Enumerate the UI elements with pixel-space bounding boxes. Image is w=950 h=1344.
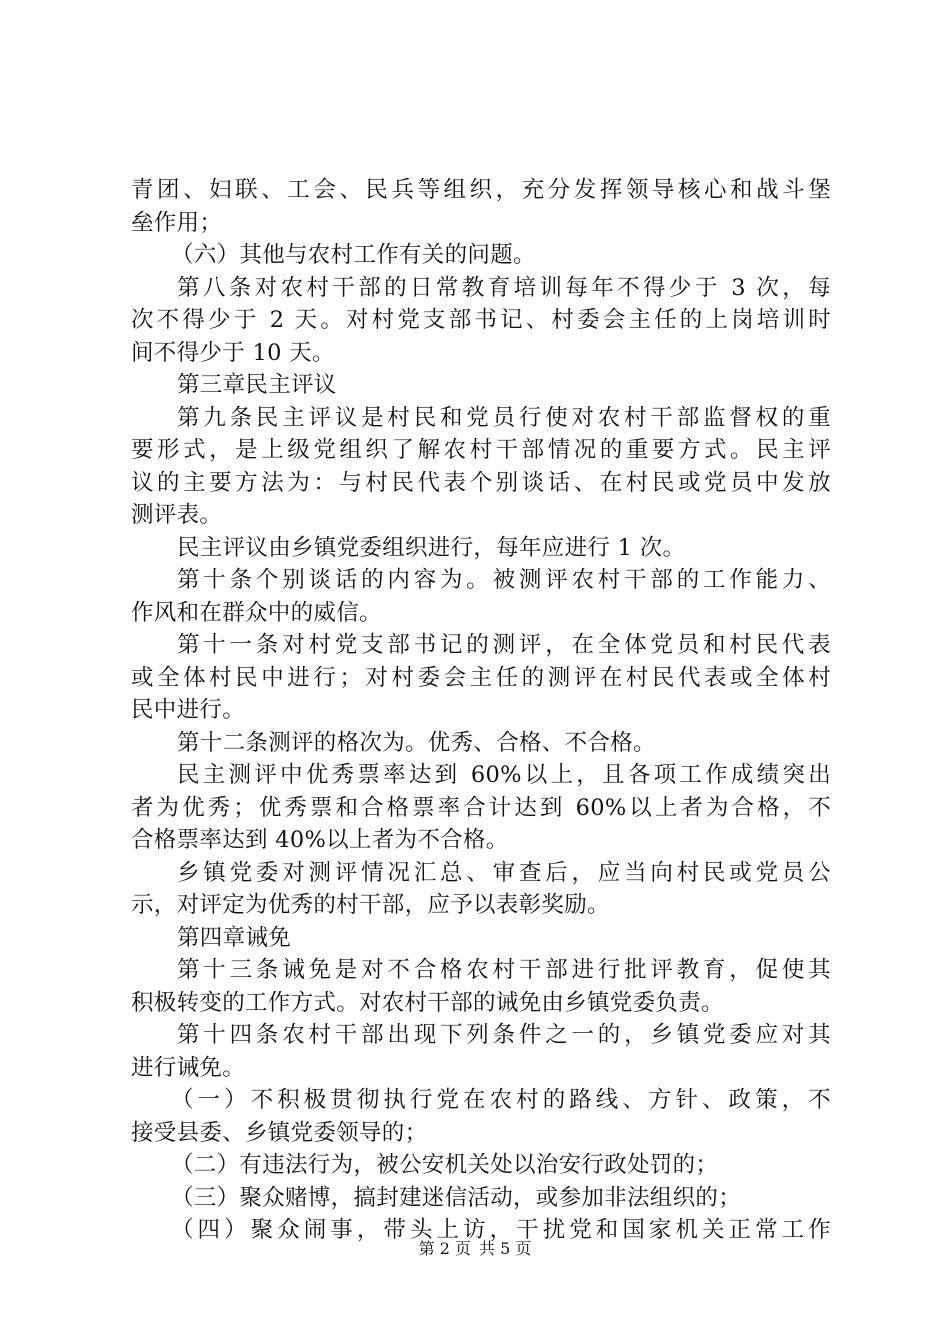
text-line: （三）聚众赌博，搞封建迷信活动，或参加非法组织的； [171, 1184, 742, 1211]
text-line: 次不得少于 2 天。对村党支部书记、村委会主任的上岗培训时 [131, 307, 831, 333]
text-line: 间不得少于 10 天。 [131, 339, 335, 366]
text-line: （四）聚众闹事，带头上访，干扰党和国家机关正常工作 [171, 1217, 831, 1243]
text-line: 示，对评定为优秀的村干部，应予以表彰奖励。 [131, 892, 610, 918]
text-line: 民中进行。 [131, 697, 246, 723]
text-line: 乡镇党委对测评情况汇总、审查后，应当向村民或党员公 [177, 859, 831, 886]
text-line: 第十四条农村干部出现下列条件之一的，乡镇党委应对其 [177, 1022, 831, 1048]
text-line: 第八条对农村干部的日常教育培训每年不得少于 3 次，每 [177, 274, 831, 301]
text-line: 第十二条测评的格次为。优秀、合格、不合格。 [177, 729, 656, 756]
text-line: 合格票率达到 40%以上者为不合格。 [131, 827, 509, 853]
text-line: 议的主要方法为：与村民代表个别谈话、在村民或党员中发放 [131, 469, 831, 496]
text-line: （二）有违法行为，被公安机关处以治安行政处罚的； [171, 1152, 719, 1178]
text-line: 或全体村民中进行；对村委会主任的测评在村民代表或全体村 [131, 664, 831, 691]
text-line: 要形式，是上级党组织了解农村干部情况的重要方式。民主评 [131, 437, 831, 463]
text-line: 民主评议由乡镇党委组织进行，每年应进行 1 次。 [177, 534, 686, 561]
text-line: 测评表。 [131, 502, 223, 528]
text-line: （一）不积极贯彻执行党在农村的路线、方针、政策，不 [171, 1087, 831, 1113]
page-footer [0, 1238, 950, 1260]
text-line: 第十三条诫免是对不合格农村干部进行批评教育，促使其 [177, 957, 831, 983]
chapter-heading: 第四章诫免 [177, 924, 292, 951]
text-line: 青团、妇联、工会、民兵等组织，充分发挥领导核心和战斗堡 [131, 177, 831, 203]
text-line: 积极转变的工作方式。对农村干部的诫免由乡镇党委负责。 [131, 989, 724, 1016]
text-line: 第十一条对村党支部书记的测评，在全体党员和村民代表 [177, 632, 831, 658]
page-total: 共 5 页 [479, 1239, 532, 1258]
text-line: 垒作用； [131, 209, 223, 236]
text-line: （六）其他与农村工作有关的问题。 [171, 242, 536, 268]
text-line: 进行诫免。 [131, 1054, 246, 1081]
chapter-heading: 第三章民主评议 [177, 372, 337, 398]
text-line: 者为优秀；优秀票和合格票率合计达到 60%以上者为合格，不 [131, 794, 831, 821]
page-number: 第 2 页 [418, 1239, 471, 1258]
text-line: 接受县委、乡镇党委领导的； [131, 1119, 428, 1146]
text-line: 作风和在群众中的威信。 [131, 599, 382, 626]
text-line: 民主测评中优秀票率达到 60%以上，且各项工作成绩突出 [177, 762, 831, 788]
document-body [131, 174, 831, 1247]
text-line: 第九条民主评议是村民和党员行使对农村干部监督权的重 [177, 404, 831, 431]
text-line: 第十条个别谈话的内容为。被测评农村干部的工作能力、 [177, 567, 831, 593]
